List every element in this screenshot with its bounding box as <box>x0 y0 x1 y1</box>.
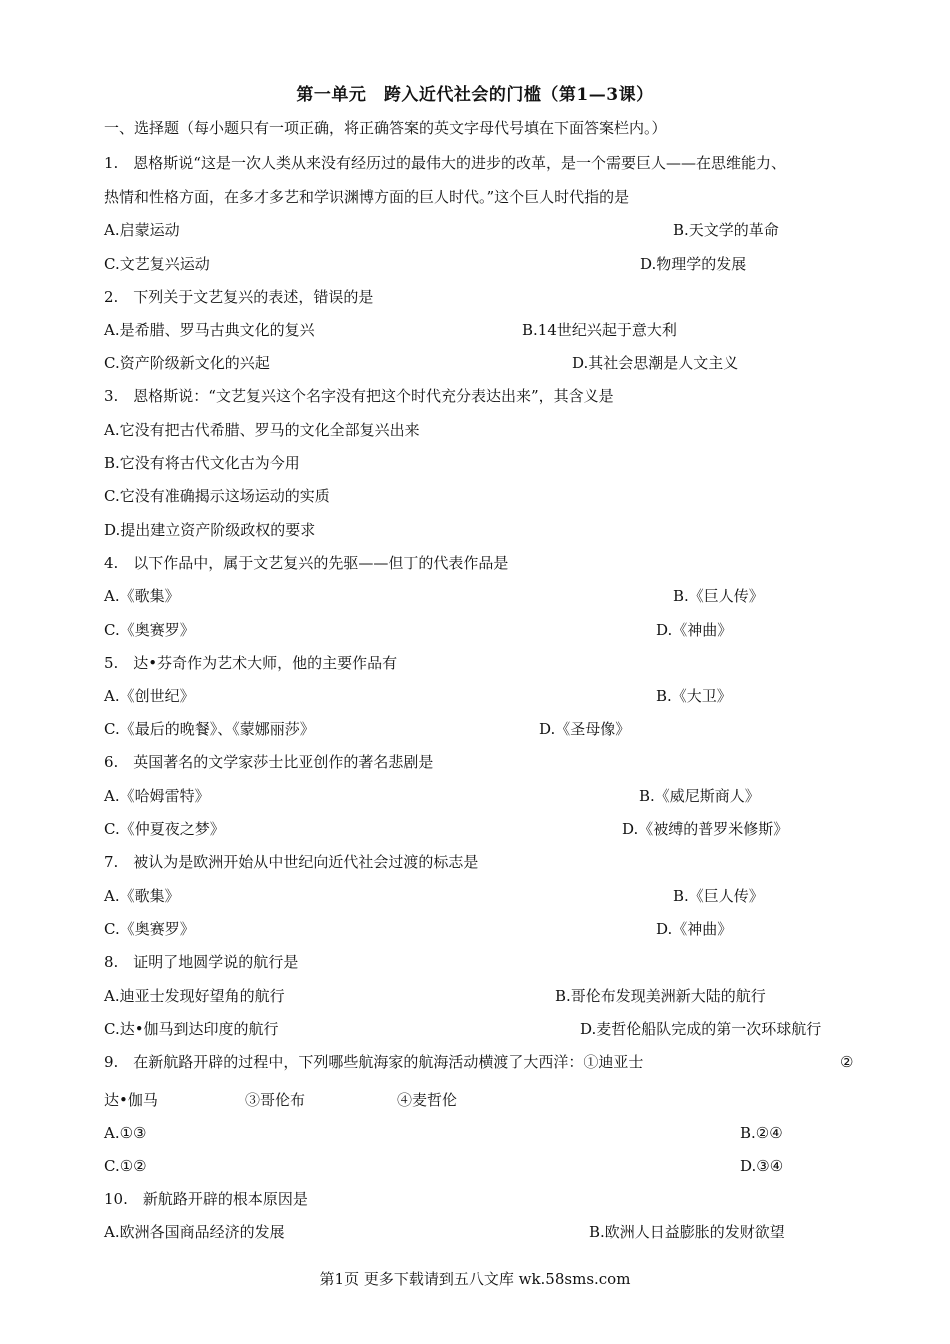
q6-option-c: C.《仲夏夜之梦》 <box>104 820 225 838</box>
q2-option-d: D.其社会思潮是人文主义 <box>572 354 739 372</box>
question-3-stem: 3. 恩格斯说：“文艺复兴这个名字没有把这个时代充分表达出来”，其含义是 <box>104 387 614 405</box>
q10-option-a: A.欧洲各国商品经济的发展 <box>104 1223 285 1241</box>
q1-option-c: C.文艺复兴运动 <box>104 255 210 273</box>
section-heading: 一、选择题（每小题只有一项正确，将正确答案的英文字母代号填在下面答案栏内。） <box>104 119 667 137</box>
q7-option-d: D.《神曲》 <box>656 920 733 938</box>
page-title: 第一单元 跨入近代社会的门槛（第1—3课） <box>296 85 654 105</box>
q6-option-a: A.《哈姆雷特》 <box>104 787 210 805</box>
q1-option-a: A.启蒙运动 <box>104 221 180 239</box>
q5-option-d: D.《圣母像》 <box>539 720 631 738</box>
question-1-stem: 1. 恩格斯说“这是一次人类从来没有经历过的最伟大的进步的改革，是一个需要巨人——在思维能力、 <box>104 154 786 172</box>
q1-option-b: B.天文学的革命 <box>673 221 779 239</box>
q8-option-b: B.哥伦布发现美洲新大陆的航行 <box>555 987 766 1005</box>
question-9-stem-mark: ② <box>840 1053 854 1071</box>
q3-option-c: C.它没有准确揭示这场运动的实质 <box>104 487 330 505</box>
q2-option-c: C.资产阶级新文化的兴起 <box>104 354 270 372</box>
question-6-stem: 6. 英国著名的文学家莎士比亚创作的著名悲剧是 <box>104 753 434 771</box>
q7-option-b: B.《巨人传》 <box>673 887 764 905</box>
q2-option-b: B.14世纪兴起于意大利 <box>522 321 677 339</box>
q4-option-d: D.《神曲》 <box>656 621 733 639</box>
question-10-stem: 10. 新航路开辟的根本原因是 <box>104 1190 308 1208</box>
q3-option-b: B.它没有将古代文化古为今用 <box>104 454 300 472</box>
q8-option-a: A.迪亚士发现好望角的航行 <box>104 987 285 1005</box>
q1-option-d: D.物理学的发展 <box>640 255 747 273</box>
q5-option-a: A.《创世纪》 <box>104 687 195 705</box>
question-9-stem-cont-a: 达•伽马 <box>104 1091 158 1109</box>
q4-option-a: A.《歌集》 <box>104 587 180 605</box>
q3-option-a: A.它没有把古代希腊、罗马的文化全部复兴出来 <box>104 421 420 439</box>
q7-option-c: C.《奥赛罗》 <box>104 920 195 938</box>
q10-option-b: B.欧洲人日益膨胀的发财欲望 <box>589 1223 785 1241</box>
question-5-stem: 5. 达•芬奇作为艺术大师，他的主要作品有 <box>104 654 398 672</box>
q7-option-a: A.《歌集》 <box>104 887 180 905</box>
q6-option-d: D.《被缚的普罗米修斯》 <box>622 820 789 838</box>
q3-option-d: D.提出建立资产阶级政权的要求 <box>104 521 316 539</box>
q9-option-a: A.①③ <box>104 1124 147 1142</box>
q9-option-c: C.①② <box>104 1157 147 1175</box>
q6-option-b: B.《威尼斯商人》 <box>639 787 760 805</box>
q4-option-c: C.《奥赛罗》 <box>104 621 195 639</box>
question-2-stem: 2. 下列关于文艺复兴的表述，错误的是 <box>104 288 374 306</box>
question-9-stem-cont-b: ③哥伦布 <box>245 1091 306 1109</box>
question-7-stem: 7. 被认为是欧洲开始从中世纪向近代社会过渡的标志是 <box>104 853 479 871</box>
question-9-stem: 9. 在新航路开辟的过程中，下列哪些航海家的航海活动横渡了大西洋：①迪亚士 <box>104 1053 644 1071</box>
q4-option-b: B.《巨人传》 <box>673 587 764 605</box>
q2-option-a: A.是希腊、罗马古典文化的复兴 <box>104 321 315 339</box>
question-1-stem-cont: 热情和性格方面，在多才多艺和学识渊博方面的巨人时代。”这个巨人时代指的是 <box>104 188 630 206</box>
q5-option-c: C.《最后的晚餐》、《蒙娜丽莎》 <box>104 720 315 738</box>
q5-option-b: B.《大卫》 <box>656 687 732 705</box>
q8-option-d: D.麦哲伦船队完成的第一次环球航行 <box>580 1020 822 1038</box>
page-footer: 第1页 更多下载请到五八文库 wk.58sms.com <box>319 1270 631 1288</box>
question-9-stem-cont-c: ④麦哲伦 <box>397 1091 458 1109</box>
question-8-stem: 8. 证明了地圆学说的航行是 <box>104 953 299 971</box>
question-4-stem: 4. 以下作品中，属于文艺复兴的先驱——但丁的代表作品是 <box>104 554 509 572</box>
q8-option-c: C.达•伽马到达印度的航行 <box>104 1020 279 1038</box>
q9-option-d: D.③④ <box>740 1157 784 1175</box>
q9-option-b: B.②④ <box>740 1124 783 1142</box>
